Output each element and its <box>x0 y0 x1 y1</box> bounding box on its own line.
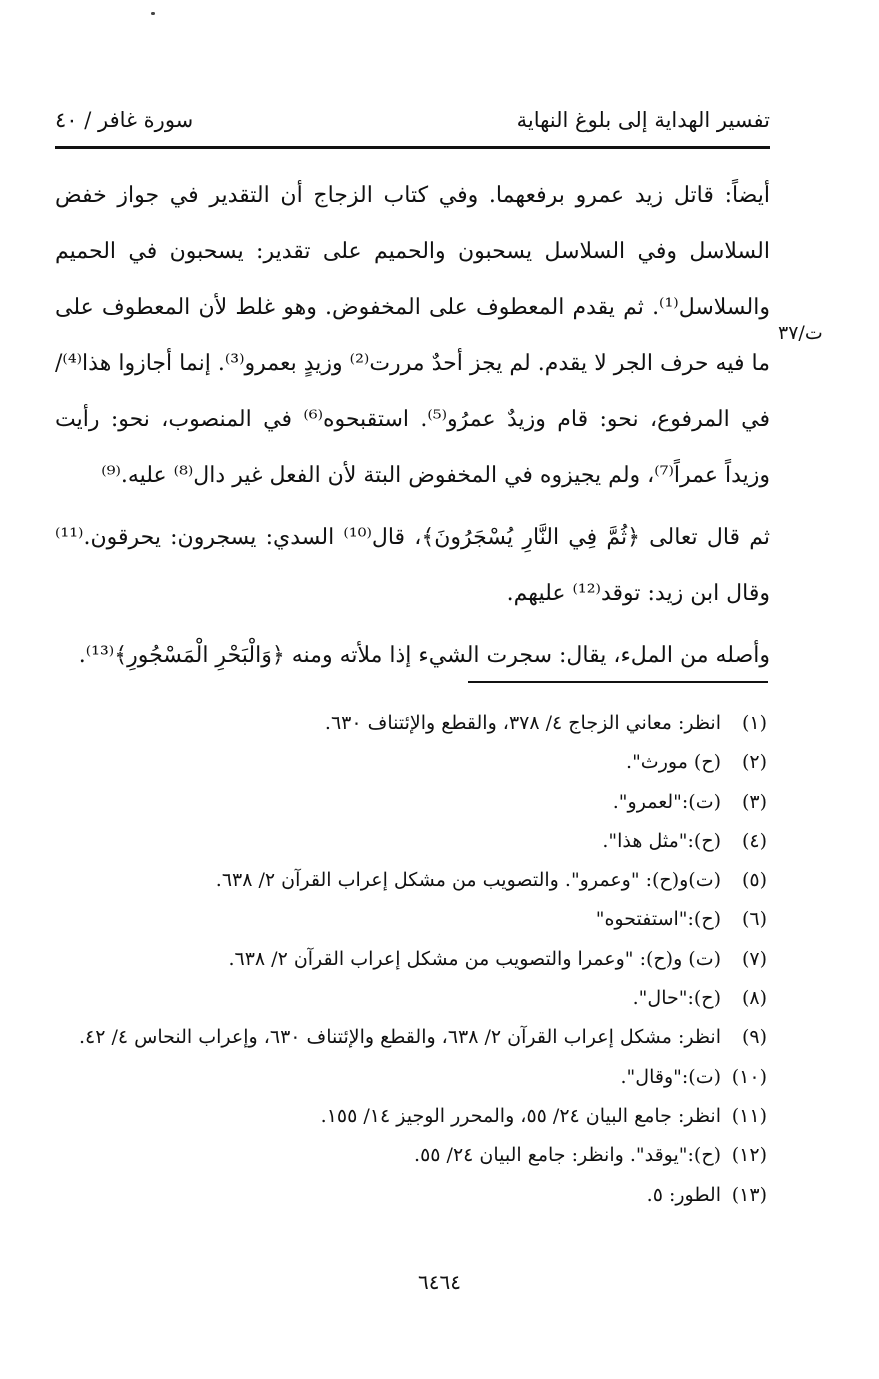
footnote-item <box>67 1176 767 1215</box>
footnote-text: (ت):"وقال". <box>620 1065 721 1088</box>
footnote-text: (ح) مورث". <box>626 751 721 774</box>
footnote-text: (ح):"يوقد". وانظر: جامع البيان ٢٤/ ٥٥. <box>414 1144 721 1167</box>
footnote-number: (١٣) <box>731 1183 767 1206</box>
footnote-item <box>67 743 767 782</box>
footnote-separator <box>468 681 768 683</box>
footnote-item <box>67 822 767 861</box>
surah-label: سورة غافر / ٤٠ <box>55 108 194 132</box>
paragraph: ثم قال تعالى ﴿ثُمَّ فِي النَّارِ يُسْجَرُونَ﴾، قال⁽¹⁰⁾ السدي: يسجرون: يحرقون.⁽¹¹⁾ وقال ابن زيد: توقد⁽¹²⁾ عليهم. <box>55 525 770 606</box>
footnote-text: الطور: ٥. <box>646 1183 721 1206</box>
footnote-number: (١١) <box>731 1104 767 1127</box>
footnote-item <box>67 861 767 900</box>
footnote-item <box>67 979 767 1018</box>
header-rule <box>55 146 770 149</box>
footnote-number: (٥) <box>741 869 767 892</box>
footnote-text: (ح):"مثل هذا". <box>602 829 721 852</box>
footnote-text: (ت) و(ح): "وعمرا والتصويب من مشكل إعراب القرآن ٢/ ٦٣٨. <box>228 947 721 970</box>
footnote-number: (٨) <box>741 987 767 1010</box>
footnote-text: (ت)و(ح): "وعمرو". والتصويب من مشكل إعراب القرآن ٢/ ٦٣٨. <box>215 869 721 892</box>
footnote-item <box>67 783 767 822</box>
paragraph: أيضاً: قاتل زيد عمرو برفعهما. وفي كتاب الزجاج أن التقدير في جواز خفض السلاسل وفي السلاسل يسحبون والحميم على تقدير: يسحبون في الحميم والسلاسل⁽¹⁾. ثم يقدم المعطوف على المخفوض. وهو غلط لأن المعطوف على ما فيه حرف الجر لا يقدم. لم يجز أحدٌ مررت⁽²⁾ وزيدٍ بعمرو⁽³⁾. إنما أجازوا هذا⁽⁴⁾/ في المرفوع، نحو: قام وزيدٌ عمرُو⁽⁵⁾. استقبحوه⁽⁶⁾ في المنصوب، نحو: رأيت وزيداً عمراً⁽⁷⁾، ولم يجيزوه في المخفوض البتة لأن الفعل غير دال⁽⁸⁾ عليه.⁽⁹⁾ <box>55 183 771 488</box>
manuscript-folio-marker: ت/٣٧ <box>778 322 823 344</box>
running-title: تفسير الهداية إلى بلوغ النهاية <box>516 108 770 132</box>
footnote-number: (١٠) <box>731 1065 767 1088</box>
footnote-number: (١٢) <box>731 1144 767 1167</box>
footnote-number: (٦) <box>741 908 767 931</box>
footnote-text: انظر: جامع البيان ٢٤/ ٥٥، والمحرر الوجيز ١٤/ ١٥٥. <box>320 1104 721 1127</box>
footnote-text: انظر: مشكل إعراب القرآن ٢/ ٦٣٨، والقطع والإئتناف ٦٣٠، وإعراب النحاس ٤/ ٤٢. <box>78 1026 721 1049</box>
footnote-number: (٢) <box>741 751 767 774</box>
footnote-number: (٧) <box>741 947 767 970</box>
footnote-number: (٤) <box>741 829 767 852</box>
footnote-item <box>67 704 767 743</box>
footnote-item <box>67 1097 767 1136</box>
scan-speck <box>151 12 155 15</box>
footnote-item <box>67 1136 767 1175</box>
paragraph: وأصله من الملء، يقال: سجرت الشيء إذا ملأته ومنه ﴿وَالْبَحْرِ الْمَسْجُورِ﴾⁽¹³⁾. <box>78 643 770 668</box>
footnote-list <box>67 704 767 1215</box>
page-number: ٦٤٦٤ <box>418 1270 461 1294</box>
footnote-item <box>67 940 767 979</box>
footnote-item <box>67 1058 767 1097</box>
footnote-number: (٣) <box>741 790 767 813</box>
footnote-text: انظر: معاني الزجاج ٤/ ٣٧٨، والقطع والإئتناف ٦٣٠. <box>324 712 721 734</box>
footnote-number: (٩) <box>741 1026 767 1049</box>
footnote-text: (ت):"لعمرو". <box>612 790 721 813</box>
footnote-number: (١) <box>741 712 767 734</box>
footnote-item <box>67 900 767 939</box>
footnote-text: (ح):"استفتحوه" <box>595 908 721 931</box>
footnote-item <box>67 1018 767 1057</box>
footnote-text: (ح):"حال". <box>632 987 721 1010</box>
page-header <box>55 108 770 142</box>
main-text <box>55 168 770 684</box>
